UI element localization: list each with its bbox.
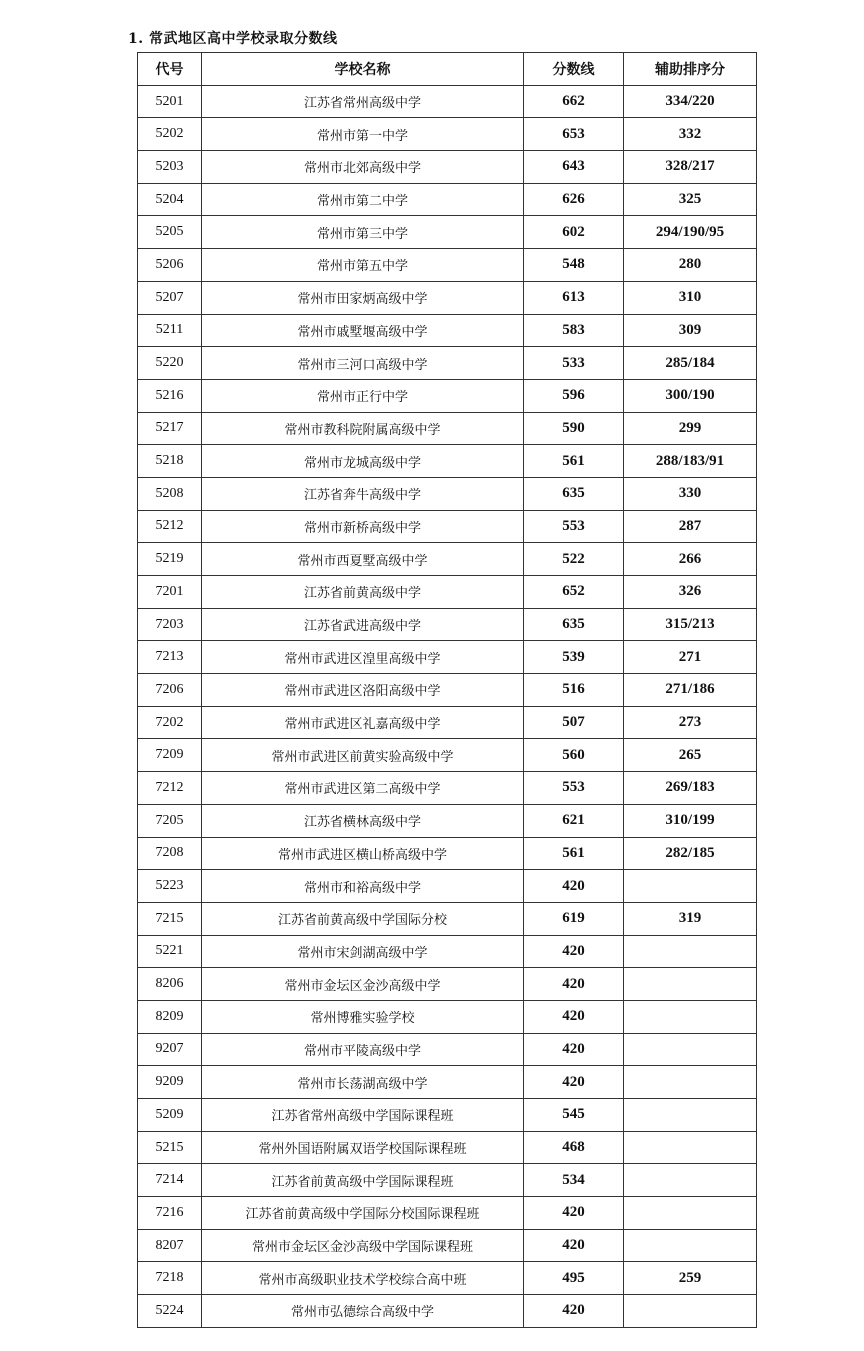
- table-row: [138, 1262, 757, 1295]
- score-cell: 420: [524, 1295, 624, 1328]
- school-name-cell: 常州市第五中学: [202, 249, 524, 282]
- table-row: [138, 445, 757, 478]
- school-name-cell: 常州市三河口高级中学: [202, 347, 524, 380]
- school-name-cell: 常州市宋剑湖高级中学: [202, 935, 524, 968]
- school-code-cell: 5224: [138, 1295, 202, 1328]
- school-code-cell: 5218: [138, 445, 202, 478]
- school-code-cell: 7203: [138, 608, 202, 641]
- school-code-cell: 9209: [138, 1066, 202, 1099]
- school-name-cell: 常州市武进区礼嘉高级中学: [202, 706, 524, 739]
- school-name-cell: 江苏省前黄高级中学国际课程班: [202, 1164, 524, 1197]
- rank-score-cell: 266: [624, 543, 757, 576]
- rank-score-cell: 300/190: [624, 379, 757, 412]
- school-code-cell: 7218: [138, 1262, 202, 1295]
- rank-score-cell: 280: [624, 249, 757, 282]
- score-cell: 626: [524, 183, 624, 216]
- score-cell: 548: [524, 249, 624, 282]
- table-row: [138, 1295, 757, 1328]
- school-name-cell: 常州外国语附属双语学校国际课程班: [202, 1131, 524, 1164]
- score-cell: 495: [524, 1262, 624, 1295]
- school-name-cell: 常州市田家炳高级中学: [202, 281, 524, 314]
- table-row: [138, 870, 757, 903]
- school-code-cell: 5212: [138, 510, 202, 543]
- score-cell: 653: [524, 118, 624, 151]
- table-row: [138, 347, 757, 380]
- school-code-cell: 5211: [138, 314, 202, 347]
- school-name-cell: 江苏省常州高级中学: [202, 85, 524, 118]
- rank-score-cell: 294/190/95: [624, 216, 757, 249]
- rank-score-cell: 259: [624, 1262, 757, 1295]
- score-cell: 553: [524, 510, 624, 543]
- rank-score-cell: 315/213: [624, 608, 757, 641]
- score-cell: 545: [524, 1099, 624, 1132]
- score-cell: 420: [524, 1197, 624, 1230]
- table-row: [138, 739, 757, 772]
- table-row: [138, 281, 757, 314]
- header-school-name: 学校名称: [202, 53, 524, 86]
- table-row: [138, 216, 757, 249]
- table-row: [138, 674, 757, 707]
- table-row: [138, 314, 757, 347]
- table-row: [138, 804, 757, 837]
- table-row: [138, 1164, 757, 1197]
- school-code-cell: 9207: [138, 1033, 202, 1066]
- school-name-cell: 常州市武进区湟里高级中学: [202, 641, 524, 674]
- table-row: [138, 1197, 757, 1230]
- score-cell: 420: [524, 870, 624, 903]
- rank-score-cell: 285/184: [624, 347, 757, 380]
- table-row: [138, 576, 757, 609]
- school-code-cell: 8209: [138, 1000, 202, 1033]
- score-cell: 560: [524, 739, 624, 772]
- school-code-cell: 5215: [138, 1131, 202, 1164]
- table-row: [138, 543, 757, 576]
- school-name-cell: 常州博雅实验学校: [202, 1000, 524, 1033]
- rank-score-cell: 334/220: [624, 85, 757, 118]
- table-row: [138, 935, 757, 968]
- school-name-cell: 常州市戚墅堰高级中学: [202, 314, 524, 347]
- school-name-cell: 常州市第二中学: [202, 183, 524, 216]
- rank-score-cell: [624, 1229, 757, 1262]
- rank-score-cell: 299: [624, 412, 757, 445]
- school-name-cell: 常州市正行中学: [202, 379, 524, 412]
- school-code-cell: 7212: [138, 772, 202, 805]
- school-name-cell: 江苏省横林高级中学: [202, 804, 524, 837]
- table-row: [138, 1099, 757, 1132]
- rank-score-cell: [624, 935, 757, 968]
- rank-score-cell: 310/199: [624, 804, 757, 837]
- rank-score-cell: 265: [624, 739, 757, 772]
- table-row: [138, 151, 757, 184]
- score-cell: 561: [524, 837, 624, 870]
- school-code-cell: 5209: [138, 1099, 202, 1132]
- table-row: [138, 772, 757, 805]
- table-header-row: [138, 53, 757, 86]
- school-code-cell: 7205: [138, 804, 202, 837]
- table-row: [138, 968, 757, 1001]
- school-code-cell: 5202: [138, 118, 202, 151]
- table-row: [138, 706, 757, 739]
- school-name-cell: 常州市第一中学: [202, 118, 524, 151]
- table-row: [138, 249, 757, 282]
- score-cell: 522: [524, 543, 624, 576]
- table-body: [138, 85, 757, 1327]
- rank-score-cell: [624, 968, 757, 1001]
- school-name-cell: 江苏省前黄高级中学国际分校国际课程班: [202, 1197, 524, 1230]
- school-code-cell: 5205: [138, 216, 202, 249]
- rank-score-cell: 271: [624, 641, 757, 674]
- score-cell: 619: [524, 902, 624, 935]
- school-code-cell: 7206: [138, 674, 202, 707]
- score-cell: 635: [524, 477, 624, 510]
- school-code-cell: 7202: [138, 706, 202, 739]
- table-row: [138, 412, 757, 445]
- rank-score-cell: 287: [624, 510, 757, 543]
- score-cell: 468: [524, 1131, 624, 1164]
- header-score: 分数线: [524, 53, 624, 86]
- school-code-cell: 7214: [138, 1164, 202, 1197]
- school-name-cell: 常州市金坛区金沙高级中学国际课程班: [202, 1229, 524, 1262]
- school-name-cell: 江苏省武进高级中学: [202, 608, 524, 641]
- rank-score-cell: 269/183: [624, 772, 757, 805]
- school-name-cell: 常州市第三中学: [202, 216, 524, 249]
- score-cell: 420: [524, 1229, 624, 1262]
- school-code-cell: 7215: [138, 902, 202, 935]
- section-heading: 1. 常武地区高中学校录取分数线: [128, 31, 338, 47]
- rank-score-cell: [624, 1131, 757, 1164]
- score-cell: 420: [524, 1000, 624, 1033]
- school-name-cell: 常州市北郊高级中学: [202, 151, 524, 184]
- score-cell: 590: [524, 412, 624, 445]
- school-name-cell: 常州市金坛区金沙高级中学: [202, 968, 524, 1001]
- school-name-cell: 江苏省前黄高级中学国际分校: [202, 902, 524, 935]
- score-cell: 553: [524, 772, 624, 805]
- score-cell: 420: [524, 1066, 624, 1099]
- rank-score-cell: [624, 1295, 757, 1328]
- score-cell: 516: [524, 674, 624, 707]
- rank-score-cell: 328/217: [624, 151, 757, 184]
- table-row: [138, 1131, 757, 1164]
- school-name-cell: 常州市和裕高级中学: [202, 870, 524, 903]
- school-name-cell: 常州市西夏墅高级中学: [202, 543, 524, 576]
- school-code-cell: 8207: [138, 1229, 202, 1262]
- header-code: 代号: [138, 53, 202, 86]
- school-code-cell: 5204: [138, 183, 202, 216]
- school-code-cell: 5216: [138, 379, 202, 412]
- school-code-cell: 7216: [138, 1197, 202, 1230]
- rank-score-cell: 325: [624, 183, 757, 216]
- rank-score-cell: 282/185: [624, 837, 757, 870]
- rank-score-cell: [624, 1164, 757, 1197]
- table-row: [138, 902, 757, 935]
- table-row: [138, 1229, 757, 1262]
- school-code-cell: 5220: [138, 347, 202, 380]
- table-row: [138, 183, 757, 216]
- rank-score-cell: 288/183/91: [624, 445, 757, 478]
- school-name-cell: 常州市龙城高级中学: [202, 445, 524, 478]
- rank-score-cell: [624, 1066, 757, 1099]
- school-code-cell: 8206: [138, 968, 202, 1001]
- rank-score-cell: [624, 1099, 757, 1132]
- rank-score-cell: 319: [624, 902, 757, 935]
- school-code-cell: 7201: [138, 576, 202, 609]
- school-name-cell: 江苏省奔牛高级中学: [202, 477, 524, 510]
- school-code-cell: 5221: [138, 935, 202, 968]
- rank-score-cell: 273: [624, 706, 757, 739]
- rank-score-cell: 332: [624, 118, 757, 151]
- score-cell: 643: [524, 151, 624, 184]
- school-code-cell: 5208: [138, 477, 202, 510]
- rank-score-cell: 309: [624, 314, 757, 347]
- rank-score-cell: [624, 1197, 757, 1230]
- table-row: [138, 608, 757, 641]
- rank-score-cell: 330: [624, 477, 757, 510]
- school-code-cell: 5219: [138, 543, 202, 576]
- school-name-cell: 常州市武进区前黄实验高级中学: [202, 739, 524, 772]
- rank-score-cell: [624, 1000, 757, 1033]
- score-cell: 534: [524, 1164, 624, 1197]
- score-cell: 583: [524, 314, 624, 347]
- table-row: [138, 1066, 757, 1099]
- school-name-cell: 常州市武进区第二高级中学: [202, 772, 524, 805]
- admission-score-table: [137, 52, 757, 1328]
- header-rank: 辅助排序分: [624, 53, 757, 86]
- school-name-cell: 常州市高级职业技术学校综合高中班: [202, 1262, 524, 1295]
- score-cell: 533: [524, 347, 624, 380]
- school-name-cell: 江苏省常州高级中学国际课程班: [202, 1099, 524, 1132]
- rank-score-cell: [624, 870, 757, 903]
- school-code-cell: 7209: [138, 739, 202, 772]
- school-name-cell: 常州市武进区横山桥高级中学: [202, 837, 524, 870]
- score-cell: 635: [524, 608, 624, 641]
- school-name-cell: 常州市弘德综合高级中学: [202, 1295, 524, 1328]
- school-code-cell: 5201: [138, 85, 202, 118]
- table-row: [138, 1033, 757, 1066]
- table-row: [138, 1000, 757, 1033]
- school-name-cell: 常州市教科院附属高级中学: [202, 412, 524, 445]
- school-name-cell: 常州市长荡湖高级中学: [202, 1066, 524, 1099]
- school-code-cell: 7213: [138, 641, 202, 674]
- school-code-cell: 5207: [138, 281, 202, 314]
- score-cell: 596: [524, 379, 624, 412]
- school-code-cell: 5203: [138, 151, 202, 184]
- table-row: [138, 379, 757, 412]
- table-row: [138, 641, 757, 674]
- table-row: [138, 477, 757, 510]
- score-cell: 420: [524, 935, 624, 968]
- school-name-cell: 江苏省前黄高级中学: [202, 576, 524, 609]
- table-row: [138, 510, 757, 543]
- rank-score-cell: [624, 1033, 757, 1066]
- score-cell: 507: [524, 706, 624, 739]
- score-cell: 602: [524, 216, 624, 249]
- rank-score-cell: 271/186: [624, 674, 757, 707]
- score-cell: 420: [524, 968, 624, 1001]
- school-code-cell: 5217: [138, 412, 202, 445]
- rank-score-cell: 326: [624, 576, 757, 609]
- score-cell: 613: [524, 281, 624, 314]
- score-cell: 621: [524, 804, 624, 837]
- rank-score-cell: 310: [624, 281, 757, 314]
- school-code-cell: 5206: [138, 249, 202, 282]
- score-cell: 420: [524, 1033, 624, 1066]
- table-row: [138, 837, 757, 870]
- table-row: [138, 118, 757, 151]
- school-name-cell: 常州市武进区洛阳高级中学: [202, 674, 524, 707]
- score-cell: 652: [524, 576, 624, 609]
- school-name-cell: 常州市平陵高级中学: [202, 1033, 524, 1066]
- table-row: [138, 85, 757, 118]
- score-cell: 539: [524, 641, 624, 674]
- school-code-cell: 7208: [138, 837, 202, 870]
- school-name-cell: 常州市新桥高级中学: [202, 510, 524, 543]
- score-cell: 662: [524, 85, 624, 118]
- score-cell: 561: [524, 445, 624, 478]
- school-code-cell: 5223: [138, 870, 202, 903]
